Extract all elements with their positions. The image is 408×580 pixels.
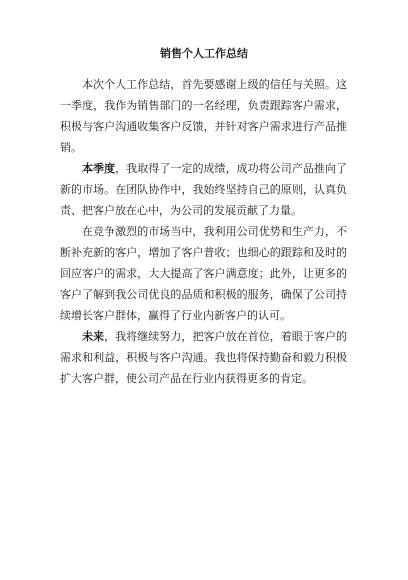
paragraph-future [60, 326, 347, 389]
paragraph-lead: 本季度 [82, 162, 116, 175]
paragraph-this-quarter [60, 158, 347, 221]
paragraph-market [60, 221, 347, 326]
paragraph-text: ，我取得了一定的成绩，成功将公司产品推向了新的市场。在团队协作中，我始终坚持自己的原则，认真负责、把客户放在心中，为公司的发展贡献了力量。 [60, 162, 348, 217]
paragraph-intro [60, 74, 347, 158]
document-title: 销售个人工作总结 [160, 47, 248, 60]
paragraph-text: 在竞争激烈的市场当中，我利用公司优势和生产力，不断补充新的客户，增加了客户普收；也细心的跟踪和及时的回应客户的需求，大大提高了客户满意度；此外，让更多的客户了解到我公司优良的品质和积极的服务，确保了公司持续增长客户群体，赢得了行业内新客户的认可。 [60, 225, 347, 322]
paragraph-text: ，我将继续努力，把客户放在首位，着眼于客户的需求和利益，积极与客户沟通。我也将保持勤奋和毅力积极扩大客户群，使公司产品在行业内获得更多的肯定。 [60, 330, 348, 385]
paragraph-text: 本次个人工作总结，首先要感谢上级的信任与关照。这一季度，我作为销售部门的一名经理，负责跟踪客户需求，积极与客户沟通收集客户反馈，并针对客户需求进行产品推销。 [60, 78, 347, 154]
document-body [60, 74, 347, 389]
paragraph-lead: 未来 [82, 330, 105, 343]
